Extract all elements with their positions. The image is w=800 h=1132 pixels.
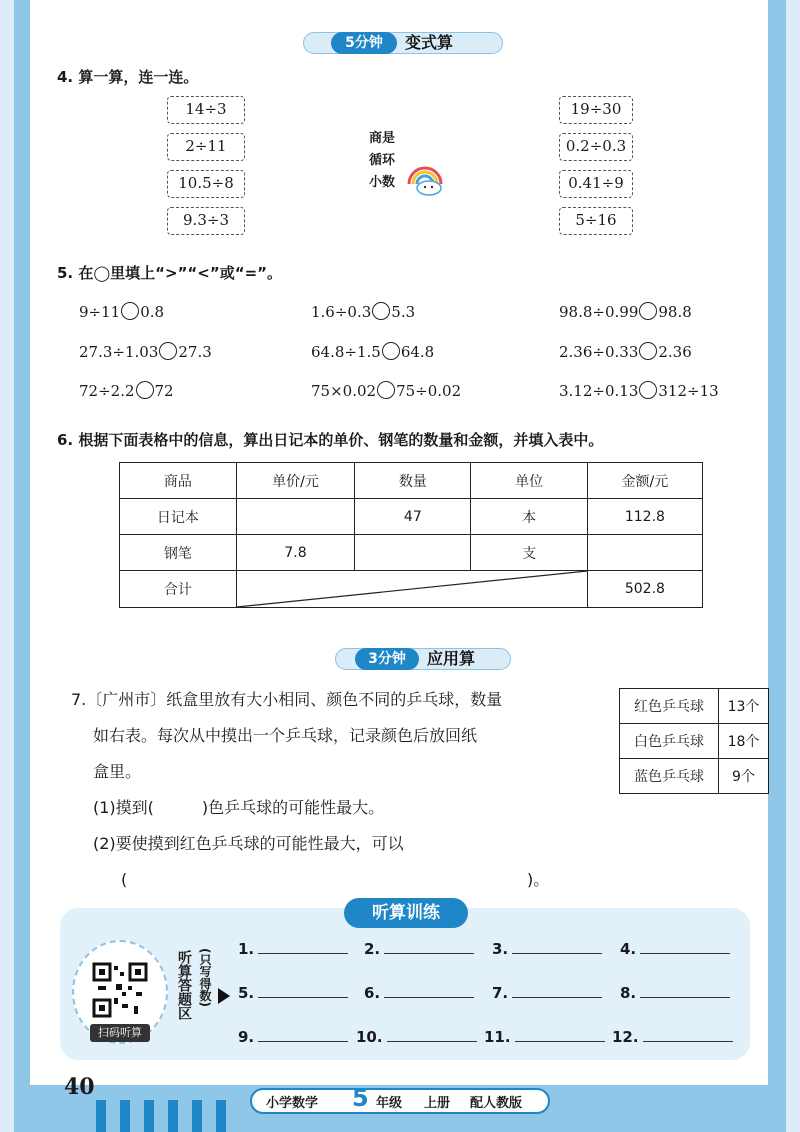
q7-paren-open: ( <box>121 870 128 889</box>
answer-number: 10. <box>356 1028 383 1046</box>
table-header-row <box>120 463 703 499</box>
q5-item-7-left: 72÷2.2 <box>79 382 135 400</box>
table-total-value: 502.8 <box>587 571 702 608</box>
q5-item-8-left: 75×0.02 <box>311 382 377 400</box>
q7-line3: 盒里。 <box>93 762 142 781</box>
diagonal-line-icon <box>237 571 587 607</box>
answer-blank-7[interactable] <box>492 984 602 1002</box>
answer-blank-2[interactable] <box>364 940 474 958</box>
page-number: 40 <box>64 1074 95 1100</box>
answer-number: 1. <box>238 940 255 958</box>
table-header-cell: 商品 <box>120 463 237 499</box>
answer-number: 6. <box>364 984 381 1002</box>
cloud-rainbow-icon <box>405 164 447 196</box>
footer-stripe <box>192 1100 202 1132</box>
q4-right-4[interactable]: 5÷16 <box>559 207 633 235</box>
q6-table <box>119 462 703 608</box>
table-total-merged-cell <box>236 571 587 608</box>
compare-circle[interactable] <box>159 342 177 360</box>
q5-item-5 <box>311 342 434 361</box>
section2-title: 应用算 <box>427 649 476 668</box>
q7-ball-table <box>619 688 769 794</box>
table-cell: 9个 <box>719 759 769 794</box>
compare-circle[interactable] <box>136 381 154 399</box>
q7-sub2: (2)要使摸到红色乒乓球的可能性最大，可以 <box>93 834 404 853</box>
table-cell-blank[interactable] <box>236 499 354 535</box>
answer-blank-4[interactable] <box>620 940 730 958</box>
q5-item-9-left: 3.12÷0.13 <box>559 382 639 400</box>
q4-middle-label[interactable] <box>369 128 449 200</box>
q6-heading: 6. 根据下面表格中的信息，算出日记本的单价、钢笔的数量和金额，并填入表中。 <box>57 431 604 449</box>
answer-number: 9. <box>238 1028 255 1046</box>
q4-right-2[interactable]: 0.2÷0.3 <box>559 133 633 161</box>
footer-stripe <box>144 1100 154 1132</box>
answer-number: 5. <box>238 984 255 1002</box>
table-total-row <box>120 571 703 608</box>
q5-item-4-right: 27.3 <box>178 343 212 361</box>
table-header-cell: 数量 <box>355 463 471 499</box>
listening-title: 听算训练 <box>344 898 468 928</box>
compare-circle[interactable] <box>372 302 390 320</box>
qr-label: 扫码听算 <box>90 1024 150 1042</box>
table-cell-blank[interactable] <box>587 535 702 571</box>
q4-right-3[interactable]: 0.41÷9 <box>559 170 633 198</box>
answer-blank-6[interactable] <box>364 984 474 1002</box>
table-cell: 蓝色乒乓球 <box>620 759 719 794</box>
q7-line2: 如右表。每次从中摸出一个乒乓球，记录颜色后放回纸 <box>93 726 478 745</box>
answer-area-label: 听算答题区 <box>176 950 192 1020</box>
q7-answer-blank[interactable] <box>133 866 523 896</box>
section2-time: 3分钟 <box>355 648 419 670</box>
q5-item-1-left: 9÷11 <box>79 303 121 321</box>
q5-item-8 <box>311 381 461 400</box>
table-cell: 13个 <box>719 689 769 724</box>
qr-code-icon[interactable] <box>92 962 148 1018</box>
q5-item-7-right: 72 <box>154 382 174 400</box>
footer-term: 上册 <box>424 1096 451 1111</box>
q5-item-3 <box>559 302 692 321</box>
q4-left-4[interactable]: 9.3÷3 <box>167 207 245 235</box>
table-row <box>620 724 769 759</box>
compare-circle[interactable] <box>639 381 657 399</box>
q5-item-8-right: 75÷0.02 <box>396 382 462 400</box>
q4-left-1[interactable]: 14÷3 <box>167 96 245 124</box>
q4-left-2[interactable]: 2÷11 <box>167 133 245 161</box>
table-cell: 7.8 <box>236 535 354 571</box>
q5-item-6 <box>559 342 692 361</box>
q5-item-2 <box>311 302 415 321</box>
q4-middle-line2: 循环 <box>369 153 396 168</box>
section1-header <box>303 30 503 56</box>
table-row <box>620 689 769 724</box>
q5-item-3-left: 98.8÷0.99 <box>559 303 639 321</box>
q5-item-4 <box>79 342 212 361</box>
section1-time: 5分钟 <box>331 32 397 54</box>
answer-number: 2. <box>364 940 381 958</box>
q4-middle-line1: 商是 <box>369 131 396 146</box>
answer-blank-3[interactable] <box>492 940 602 958</box>
compare-circle[interactable] <box>121 302 139 320</box>
answer-blank-12[interactable] <box>612 1028 733 1046</box>
answer-blank-10[interactable] <box>356 1028 477 1046</box>
table-header-cell: 单价/元 <box>236 463 354 499</box>
q5-item-2-left: 1.6÷0.3 <box>311 303 372 321</box>
answer-blank-9[interactable] <box>238 1028 348 1046</box>
compare-circle[interactable] <box>639 302 657 320</box>
q5-item-1-right: 0.8 <box>140 303 165 321</box>
footer-edition: 配人教版 <box>470 1096 523 1111</box>
footer-stripe <box>216 1100 226 1132</box>
table-cell: 红色乒乓球 <box>620 689 719 724</box>
table-header-cell: 金额/元 <box>587 463 702 499</box>
answer-number: 8. <box>620 984 637 1002</box>
answer-blank-11[interactable] <box>484 1028 605 1046</box>
answer-number: 3. <box>492 940 509 958</box>
q5-item-9 <box>559 381 719 400</box>
compare-circle[interactable] <box>639 342 657 360</box>
table-cell: 47 <box>355 499 471 535</box>
q4-right-1[interactable]: 19÷30 <box>559 96 633 124</box>
answer-number: 12. <box>612 1028 639 1046</box>
q4-left-3[interactable]: 10.5÷8 <box>167 170 245 198</box>
compare-circle[interactable] <box>377 381 395 399</box>
q5-item-3-right: 98.8 <box>658 303 692 321</box>
table-row <box>620 759 769 794</box>
table-cell: 支 <box>471 535 587 571</box>
answer-blank-5[interactable] <box>238 984 348 1002</box>
answer-number: 11. <box>484 1028 511 1046</box>
footer-stripe <box>120 1100 130 1132</box>
table-header-cell: 单位 <box>471 463 587 499</box>
answer-blank-8[interactable] <box>620 984 730 1002</box>
q5-item-6-right: 2.36 <box>658 343 692 361</box>
q5-item-6-left: 2.36÷0.33 <box>559 343 639 361</box>
q5-item-4-left: 27.3÷1.03 <box>79 343 159 361</box>
answer-number: 4. <box>620 940 637 958</box>
footer-grade-number: 5 <box>352 1084 369 1112</box>
q5-item-5-left: 64.8÷1.5 <box>311 343 381 361</box>
table-row <box>120 499 703 535</box>
q5-item-1 <box>79 302 164 321</box>
q5-heading: 5. 在◯里填上“>”“<”或“=”。 <box>57 264 283 282</box>
q7-sub1[interactable]: (1)摸到( )色乒乓球的可能性最大。 <box>93 798 385 817</box>
section2-header <box>335 646 511 672</box>
table-cell-blank[interactable] <box>355 535 471 571</box>
q4-heading: 4. 算一算，连一连。 <box>57 68 199 86</box>
table-cell: 18个 <box>719 724 769 759</box>
q5-item-9-right: 312÷13 <box>658 382 719 400</box>
table-cell: 钢笔 <box>120 535 237 571</box>
answer-blank-1[interactable] <box>238 940 348 958</box>
footer-stripe <box>96 1100 106 1132</box>
table-cell: 本 <box>471 499 587 535</box>
q7-line1: 7.〔广州市〕纸盒里放有大小相同、颜色不同的乒乓球，数量 <box>71 690 503 709</box>
q4-middle-line3: 小数 <box>369 175 396 190</box>
q5-item-7 <box>79 381 174 400</box>
triangle-arrow-icon <box>218 988 230 1004</box>
table-row <box>120 535 703 571</box>
footer-subject: 小学数学 <box>266 1096 319 1111</box>
footer-stripe <box>168 1100 178 1132</box>
table-cell: 日记本 <box>120 499 237 535</box>
q7-paren-close: )。 <box>527 870 550 889</box>
footer-grade: 年级 <box>376 1096 403 1111</box>
q5-item-2-right: 5.3 <box>391 303 416 321</box>
compare-circle[interactable] <box>382 342 400 360</box>
answer-area-note: (只写得数) <box>198 948 212 1007</box>
q5-item-5-right: 64.8 <box>400 343 435 361</box>
answer-number: 7. <box>492 984 509 1002</box>
table-cell: 112.8 <box>587 499 702 535</box>
table-cell: 白色乒乓球 <box>620 724 719 759</box>
table-total-label: 合计 <box>120 571 237 608</box>
section1-title: 变式算 <box>405 33 454 52</box>
